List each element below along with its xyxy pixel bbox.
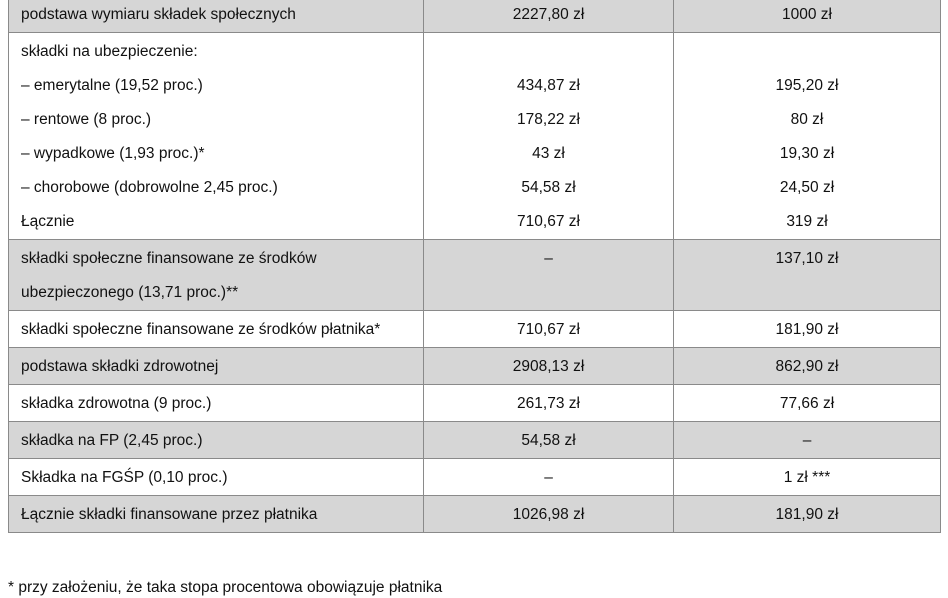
cell-line: 710,67 zł — [517, 321, 580, 338]
cell-line: – — [802, 432, 812, 449]
table-row — [9, 385, 941, 422]
cell-line: 862,90 zł — [775, 358, 839, 375]
table-cell-amount-1000 — [674, 385, 941, 422]
cell-line: – rentowe (8 proc.) — [21, 111, 152, 128]
table-cell-amount-2227 — [424, 496, 674, 533]
cell-line: składka na FP (2,45 proc.) — [21, 432, 203, 449]
table-cell-amount-1000 — [674, 0, 941, 33]
table-cell-amount-2227 — [424, 422, 674, 459]
table-cell-row-label — [9, 496, 424, 533]
cell-line: podstawa wymiaru składek społecznych — [21, 6, 296, 23]
cell-line: Łącznie — [21, 213, 75, 230]
cell-line — [436, 35, 661, 69]
cell-line: składka zdrowotna (9 proc.) — [21, 395, 212, 412]
cell-line: 80 zł — [790, 111, 824, 128]
cell-line — [686, 35, 928, 69]
table-cell-amount-1000 — [674, 496, 941, 533]
table-row — [9, 422, 941, 459]
cell-line: 54,58 zł — [521, 179, 576, 196]
table-cell-amount-1000 — [674, 311, 941, 348]
cell-line — [436, 276, 661, 310]
cell-line: Składka na FGŚP (0,10 proc.) — [21, 469, 228, 486]
table-cell-amount-2227 — [424, 459, 674, 496]
cell-line: – emerytalne (19,52 proc.) — [21, 77, 203, 94]
table-cell-amount-1000 — [674, 240, 941, 311]
cell-line: 181,90 zł — [775, 321, 839, 338]
cell-line: 319 zł — [786, 213, 828, 230]
cell-line: składki społeczne finansowane ze środków płatnika* — [21, 321, 381, 338]
table-row — [9, 240, 941, 311]
table-row — [9, 33, 941, 240]
cell-line: 710,67 zł — [517, 213, 580, 230]
cell-line: 261,73 zł — [517, 395, 580, 412]
table-row — [9, 311, 941, 348]
cell-line: 77,66 zł — [779, 395, 835, 412]
cell-line: – chorobowe (dobrowolne 2,45 proc.) — [21, 179, 278, 196]
cell-line: 2908,13 zł — [512, 358, 585, 375]
table-cell-amount-2227 — [424, 33, 674, 240]
cell-line: – — [544, 469, 553, 486]
cell-line: 2227,80 zł — [512, 6, 585, 23]
footnote: * przy założeniu, że taka stopa procentowa obowiązuje płatnika — [8, 579, 443, 596]
cell-line: 195,20 zł — [775, 77, 839, 94]
cell-line: 43 zł — [532, 145, 565, 162]
table-cell-amount-2227 — [424, 240, 674, 311]
cell-line: 181,90 zł — [775, 506, 839, 523]
table-row — [9, 0, 941, 33]
table-cell-amount-1000 — [674, 459, 941, 496]
cell-line: Łącznie składki finansowane przez płatnika — [21, 506, 318, 523]
cell-line — [686, 276, 928, 310]
cell-line: składki społeczne finansowane ze środków — [21, 250, 317, 267]
table-cell-row-label — [9, 33, 424, 240]
cell-line: 54,58 zł — [521, 432, 576, 449]
table-cell-row-label — [9, 0, 424, 33]
table-cell-amount-2227 — [424, 385, 674, 422]
table-cell-row-label — [9, 422, 424, 459]
cell-line: 1 zł *** — [783, 469, 831, 486]
table-row — [9, 348, 941, 385]
table-cell-amount-1000 — [674, 33, 941, 240]
table-cell-amount-1000 — [674, 422, 941, 459]
cell-line: 178,22 zł — [517, 111, 580, 128]
table-row — [9, 459, 941, 496]
cell-line: podstawa składki zdrowotnej — [21, 358, 219, 375]
cell-line: – wypadkowe (1,93 proc.)* — [21, 145, 205, 162]
cell-line: 137,10 zł — [775, 250, 839, 267]
contributions-table — [8, 0, 941, 533]
cell-line: składki na ubezpieczenie: — [21, 43, 198, 60]
table-cell-amount-1000 — [674, 348, 941, 385]
cell-line: 24,50 zł — [779, 179, 835, 196]
cell-line: 434,87 zł — [517, 77, 580, 94]
cell-line: 1000 zł — [782, 6, 832, 23]
table-cell-row-label — [9, 348, 424, 385]
table-row — [9, 496, 941, 533]
table-cell-row-label — [9, 459, 424, 496]
table-cell-row-label — [9, 311, 424, 348]
table-cell-amount-2227 — [424, 348, 674, 385]
table-cell-amount-2227 — [424, 311, 674, 348]
table-body — [9, 0, 941, 533]
table-cell-row-label — [9, 385, 424, 422]
table-cell-row-label — [9, 240, 424, 311]
cell-line: 19,30 zł — [779, 145, 835, 162]
table-cell-amount-2227 — [424, 0, 674, 33]
cell-line: – — [544, 250, 553, 267]
cell-line: ubezpieczonego (13,71 proc.)** — [21, 284, 239, 301]
cell-line: 1026,98 zł — [512, 506, 585, 523]
